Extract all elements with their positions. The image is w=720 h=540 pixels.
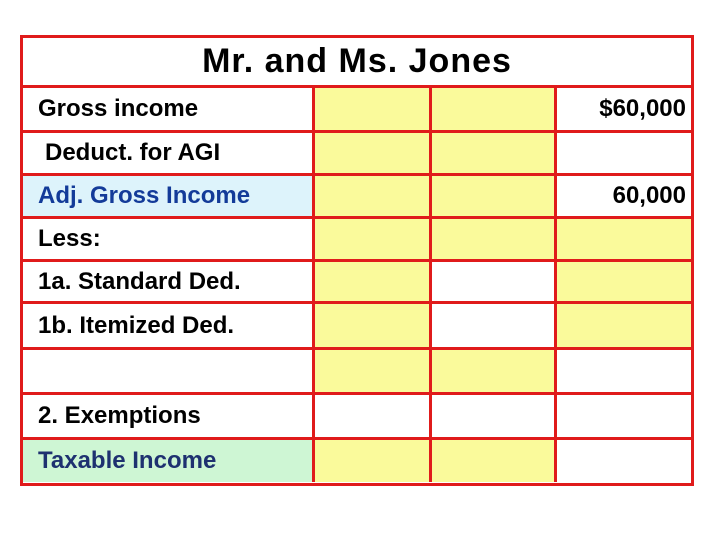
amount-gross-income: $60,000 (557, 88, 691, 133)
amount-less (557, 219, 691, 262)
amount-exemptions (557, 395, 691, 440)
row-label-taxable-income: Taxable Income (23, 440, 315, 482)
cell-less-col3 (432, 219, 557, 262)
row-label-blank (23, 350, 315, 395)
worksheet-title: Mr. and Ms. Jones (23, 38, 691, 88)
cell-exemptions-col3 (432, 395, 557, 440)
cell-agi-col2 (315, 176, 432, 219)
row-label-standard-deduction: 1a. Standard Ded. (23, 262, 315, 304)
cell-less-col2 (315, 219, 432, 262)
cell-agi-col3 (432, 176, 557, 219)
amount-adj-gross-income: 60,000 (557, 176, 691, 219)
row-label-less: Less: (23, 219, 315, 262)
amount-deduct-for-agi (557, 133, 691, 176)
row-label-deduct-for-agi: Deduct. for AGI (23, 133, 315, 176)
amount-blank (557, 350, 691, 395)
amount-itemized-deduction (557, 304, 691, 350)
amount-standard-deduction (557, 262, 691, 304)
cell-itemized-ded-col2 (315, 304, 432, 350)
cell-blank-col3 (432, 350, 557, 395)
cell-taxable-col2 (315, 440, 432, 482)
worksheet-grid (23, 88, 691, 482)
tax-worksheet-table (20, 35, 694, 486)
cell-exemptions-col2 (315, 395, 432, 440)
cell-gross-income-col2 (315, 88, 432, 133)
cell-standard-ded-col3 (432, 262, 557, 304)
row-label-gross-income: Gross income (23, 88, 315, 133)
cell-taxable-col3 (432, 440, 557, 482)
row-label-exemptions: 2. Exemptions (23, 395, 315, 440)
cell-deduct-agi-col3 (432, 133, 557, 176)
cell-gross-income-col3 (432, 88, 557, 133)
cell-standard-ded-col2 (315, 262, 432, 304)
row-label-itemized-deduction: 1b. Itemized Ded. (23, 304, 315, 350)
cell-blank-col2 (315, 350, 432, 395)
row-label-adj-gross-income: Adj. Gross Income (23, 176, 315, 219)
cell-deduct-agi-col2 (315, 133, 432, 176)
cell-itemized-ded-col3 (432, 304, 557, 350)
amount-taxable-income (557, 440, 691, 482)
